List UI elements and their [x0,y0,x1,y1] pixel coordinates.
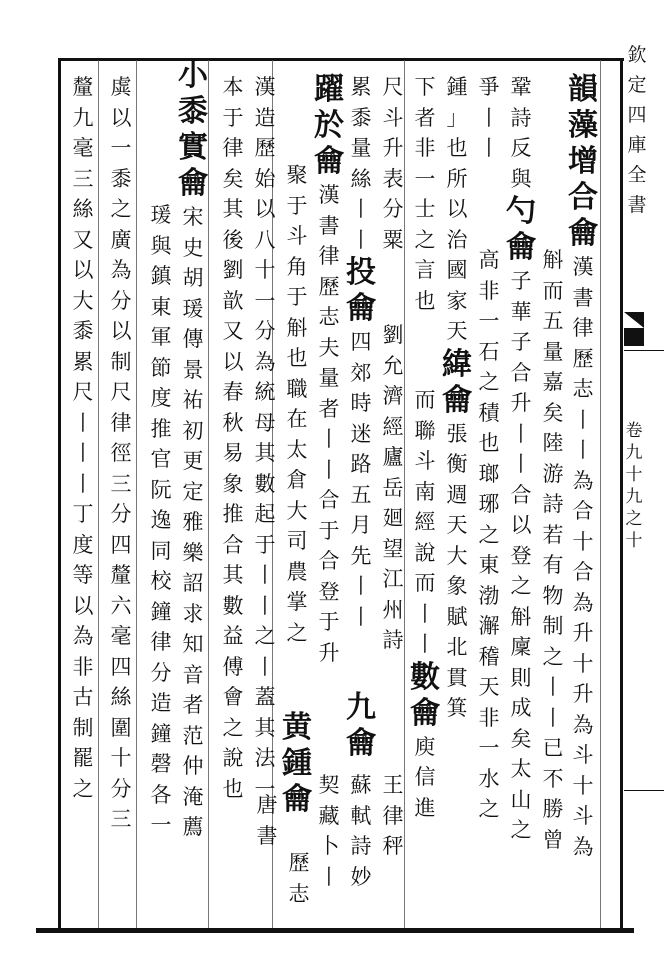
headword: 數 龠 [410,659,440,731]
column-text: 瑗 與 鎮 東 軍 節 度 推 官 阮 逸 同 校 鐘 律 分 造 鐘 磬 各 一 [150,203,172,837]
column-text: 鞏 詩 反 與 [510,75,532,191]
text-column [248,72,282,804]
column-text: 本 于 律 矣 其 後 劉 歆 又 以 春 秋 易 象 推 合 其 數 益 傅 會 之 說 也 [222,75,244,801]
headword: 黄 鍾 龠 [282,710,312,817]
column-text: 釐 九 毫 三 絲 又 以 大 黍 累 尺 丨 丨 丨 丁 度 等 以 為 非 古 制 罷 之 [72,75,94,801]
text-column [536,245,570,855]
column-text: 契 藏 卜 丨 [318,773,340,889]
fishtail-mark [624,312,644,328]
headword: 緯 龠 [442,346,472,418]
spine-volume-label: 卷九十九之十 [625,421,643,551]
text-column [344,770,378,892]
headword: 小 黍 實 龠 [178,58,208,201]
fishtail-mark-block [624,328,644,346]
column-text: 漢 書 律 歷 志 夫 量 者 丨 丨 合 于 合 登 于 升 [318,183,340,665]
text-column [376,320,410,656]
headword: 投 龠 [346,255,376,326]
text-column [440,72,474,724]
column-text: 四 郊 時 迷 路 五 月 先 丨 丨 [350,330,372,629]
column-text: 鍾 」 也 所 以 治 國 家 天 [446,75,468,343]
frame-left-rule [58,58,61,930]
column-text: 下 者 非 一 士 之 言 也 [414,75,436,313]
column-text: 張 衡 週 天 大 象 賦 北 貫 箕 [446,421,468,720]
column-text: 唐 書 [256,793,278,848]
column-text: 聚 于 斗 角 于 斛 也 職 在 太 倉 大 司 農 掌 之 [286,163,308,645]
text-column [280,710,314,818]
column-text: 蘇 軾 詩 妙 [350,773,372,889]
column-text: 王 律 秤 [382,773,404,858]
column-divider [600,60,601,928]
headword: 九 龠 [346,690,376,761]
text-column [216,72,250,804]
text-column [144,200,178,841]
text-column [408,72,442,316]
text-column [250,790,284,851]
column-text: 漢 書 律 歷 志 丨 丨 為 合 十 合 為 升 十 升 為 斗 十 斗 為 [572,255,594,859]
column-text: 爭 丨 丨 [478,75,500,160]
column-text: 庾 信 進 [414,734,436,820]
column-text: 子 華 子 合 升 丨 丨 合 以 登 之 斛 廩 則 成 矣 太 山 之 [510,269,532,842]
spine-title: 欽定四庫全書 [627,44,647,216]
text-column [504,72,538,846]
column-text: 宋 史 胡 瑗 傳 景 祐 初 更 定 雅 樂 詔 求 知 音 者 范 仲 淹 薦 [182,205,204,839]
text-column [376,72,410,255]
text-column [176,58,210,843]
text-column [344,690,378,762]
column-text: 劉 允 濟 經 廬 岳 廻 望 江 州 詩 [382,323,404,652]
headword: 勺 龠 [506,194,536,265]
column-text: 歷 志 [288,851,310,906]
text-column [104,72,138,835]
text-column [66,72,100,804]
spine-rule [624,790,664,791]
text-column [472,245,506,825]
column-text: 陸 游 詩 若 有 物 制 之 丨 丨 已 不 勝 曾 [542,431,564,852]
spine-rule [624,350,664,351]
column-text: 尺 斗 升 表 分 粟 [382,75,404,252]
text-column [408,385,442,823]
text-column [376,770,410,862]
column-text: 漢 造 歷 始 以 八 十 一 分 為 統 母 其 數 起 于 丨 丨 之 丨 蓋 其 法 一 [254,75,276,801]
text-column [280,160,314,648]
column-text: 而 聯 斗 南 經 說 而 丨 丨 [414,388,436,656]
column-text: 虡 以 一 黍 之 廣 為 分 以 制 尺 律 徑 三 分 四 釐 六 毫 四 絲 圍 十 分 三 [110,75,132,831]
headword: 躍 於 龠 [314,72,344,179]
text-column [282,848,316,909]
text-column [312,72,346,668]
frame-top-rule [58,58,624,61]
headword: 韻 藻 增 合 龠 [568,72,598,251]
column-text: 累 黍 量 絲 丨 丨 [350,75,372,252]
frame-bottom-rule [36,928,634,933]
column-text: 斛 而 五 量 嘉 矣 [542,248,564,425]
text-column [312,770,346,892]
text-column [472,72,506,164]
text-column [566,72,600,862]
text-column [344,72,378,632]
column-text: 高 非 一 石 之 積 也 瑯 琊 之 東 渤 澥 稽 天 非 一 水 之 [478,248,500,821]
